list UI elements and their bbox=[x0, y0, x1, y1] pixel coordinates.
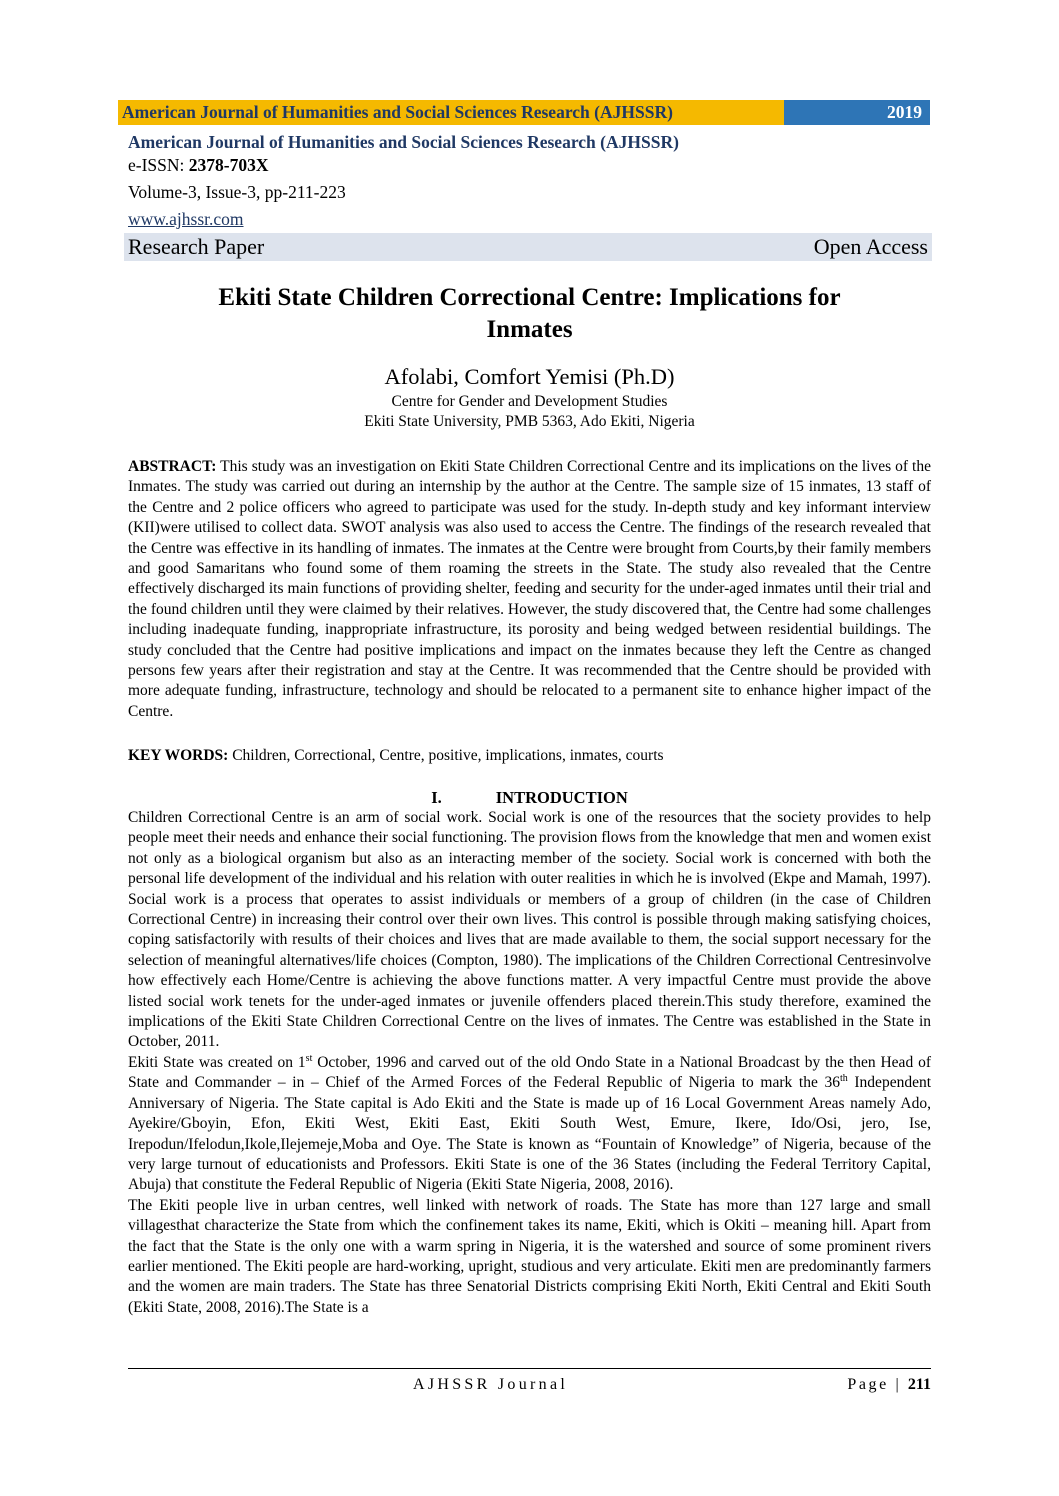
section-number: I. bbox=[431, 788, 442, 807]
abstract bbox=[128, 457, 931, 722]
title-line-1: Ekiti State Children Correctional Centre: Implications for bbox=[218, 284, 841, 311]
journal-info bbox=[128, 131, 928, 232]
title-line-2: Inmates bbox=[486, 316, 573, 343]
running-header-journal: American Journal of Humanities and Social Sciences Research (AJHSSR) bbox=[118, 100, 784, 125]
intro-paragraph-1: Children Correctional Centre is an arm of social work. Social work is one of the resources that the society provides to help people meet their needs and enhance their social functioning. The provision flows from the knowledge that men and women exist not only as a biological organism but also as an interacting member of the society. Social work is concerned with both the personal life development of the individual and his relation with outer realities in which he is involved (Ekpe and Mamah, 1997). Social work is a process that operates to assist individuals or members of a group of children (in the case of Children Correctional Centre) in increasing their control over their own lives. This control is possible through making satisfying choices, coping satisfactorily with results of their choices and lives that are made available to them, the social support necessary for the selection of meaningful alternatives/life choices (Compton, 1980). The implications of the Children Correctional Centresinvolve how effectively each Home/Centre is achieving the above functions matter. A very impactful Centre must provide the above listed social work tenets for the under-aged inmates or juvenile offenders placed therein.This study therefore, examined the implications of the Ekiti State Children Correctional Centre on the lives of inmates. The Centre was established in the State in October, 2011. bbox=[128, 809, 931, 1051]
abstract-label: ABSTRACT: bbox=[128, 458, 217, 475]
section-heading bbox=[128, 788, 931, 808]
author-name: Afolabi, Comfort Yemisi (Ph.D) bbox=[384, 364, 675, 389]
keywords bbox=[128, 746, 931, 766]
page-number: 211 bbox=[907, 1376, 931, 1393]
superscript-st: st bbox=[305, 1052, 313, 1064]
journal-name: American Journal of Humanities and Social Sciences Research (AJHSSR) bbox=[128, 132, 679, 152]
footer-journal: AJHSSR Journal bbox=[413, 1376, 569, 1393]
intro-p2-part-3: Independent Anniversary of Nigeria. The State capital is Ado Ekiti and the State is made up of 16 Local Government Areas namely Ado, Ayekire/Gboyin, Efon, Ekiti West, Ekiti East, Ekiti South West, Emure, Ikere, Ido/Osi, jero, Ise, Irepodun/Ifelodun,Ikole,Ilejemeje,Moba and Oye. The State is known as “Fountain of Knowledge” of Nigeria, because of the very large turnout of educationists and Professors. Ekiti State is one of the 36 States (including the Federal Territory Capital, Abuja) that constitute the Federal Republic of Nigeria (Ekiti State Nigeria, 2008, 2016). bbox=[128, 1074, 932, 1194]
running-header-year: 2019 bbox=[784, 100, 930, 125]
issn-line bbox=[128, 154, 928, 177]
paper-type-bar bbox=[124, 233, 932, 261]
introduction-body bbox=[128, 808, 931, 1318]
intro-paragraph-2 bbox=[128, 1053, 931, 1196]
running-header bbox=[118, 100, 930, 125]
footer-divider bbox=[128, 1368, 931, 1369]
paper-type: Research Paper bbox=[128, 234, 265, 259]
keywords-label: KEY WORDS: bbox=[128, 747, 229, 764]
issn-label: e-ISSN: bbox=[128, 155, 189, 175]
intro-p2-part-1: Ekiti State was created on 1 bbox=[128, 1053, 306, 1071]
issn-number: 2378-703X bbox=[188, 155, 269, 175]
superscript-th: th bbox=[839, 1073, 848, 1085]
author-affiliation bbox=[128, 392, 931, 432]
access-type: Open Access bbox=[813, 234, 928, 259]
abstract-text: This study was an investigation on Ekiti State Children Correctional Centre and its implications on the lives of the Inmates. The study was carried out during an internship by the author at the Centre. The sample size of 15 inmates, 13 staff of the Centre and 2 police officers who agreed to participate was used for the study. In-depth study and key informant interview (KII)were utilised to collect data. SWOT analysis was also used to access the Centre. The findings of the research revealed that the Centre was effective in its handling of inmates. The inmates at the Centre were brought from Courts,by their family members and good Samaritans who found some of them roaming the streets in the State. The study also revealed that the Centre effectively discharged its main functions of providing shelter, feeding and security for the under-aged inmates until their trial and the found children until they were claimed by their relatives. However, the study discovered that, the Centre had some challenges including inadequate funding, inappropriate infrastructure, its porosity and being wedged between residential buildings. The study concluded that the Centre had positive implications and impact on the inmates because they left the Centre as changed persons few years after their registration and stay at the Centre. It was recommended that the Centre should be provided with more adequate funding, infrastructure, technology and should be relocated to a permanent site to enhance higher impact of the Centre. bbox=[128, 458, 931, 720]
keywords-text: Children, Correctional, Centre, positive, implications, inmates, courts bbox=[228, 747, 664, 764]
footer-page bbox=[847, 1374, 931, 1396]
affiliation-line-2: Ekiti State University, PMB 5363, Ado Ekiti, Nigeria bbox=[364, 413, 695, 430]
volume-info: Volume-3, Issue-3, pp-211-223 bbox=[128, 182, 346, 202]
page-label: Page | bbox=[847, 1376, 908, 1393]
affiliation-line-1: Centre for Gender and Development Studies bbox=[391, 393, 668, 410]
paper-title bbox=[128, 282, 931, 346]
journal-url-link[interactable]: www.ajhssr.com bbox=[128, 209, 244, 229]
section-title: INTRODUCTION bbox=[495, 788, 628, 807]
intro-paragraph-3: The Ekiti people live in urban centres, well linked with network of roads. The State has more than 127 large and small villagesthat characterize the State from which the confinement takes its name, Ekiti, which is Okiti – meaning hill. Apart from the fact that the State is the only one with a warm spring in Nigeria, it is the watershed and source of some prominent rivers earlier mentioned. The Ekiti people are hard-working, upright, studious and very articulate. Ekiti men are predominantly farmers and the women are main traders. The State has three Senatorial Districts comprising Ekiti North, Ekiti Central and Ekiti South (Ekiti State, 2008, 2016).The State is a bbox=[128, 1196, 931, 1316]
intro-p2-part-2: October, 1996 and carved out of the old Ondo State in a National Broadcast by the then Head of State and Commander – in – Chief of the Armed Forces of the Federal Republic of Nigeria to mark the 36 bbox=[128, 1053, 931, 1092]
